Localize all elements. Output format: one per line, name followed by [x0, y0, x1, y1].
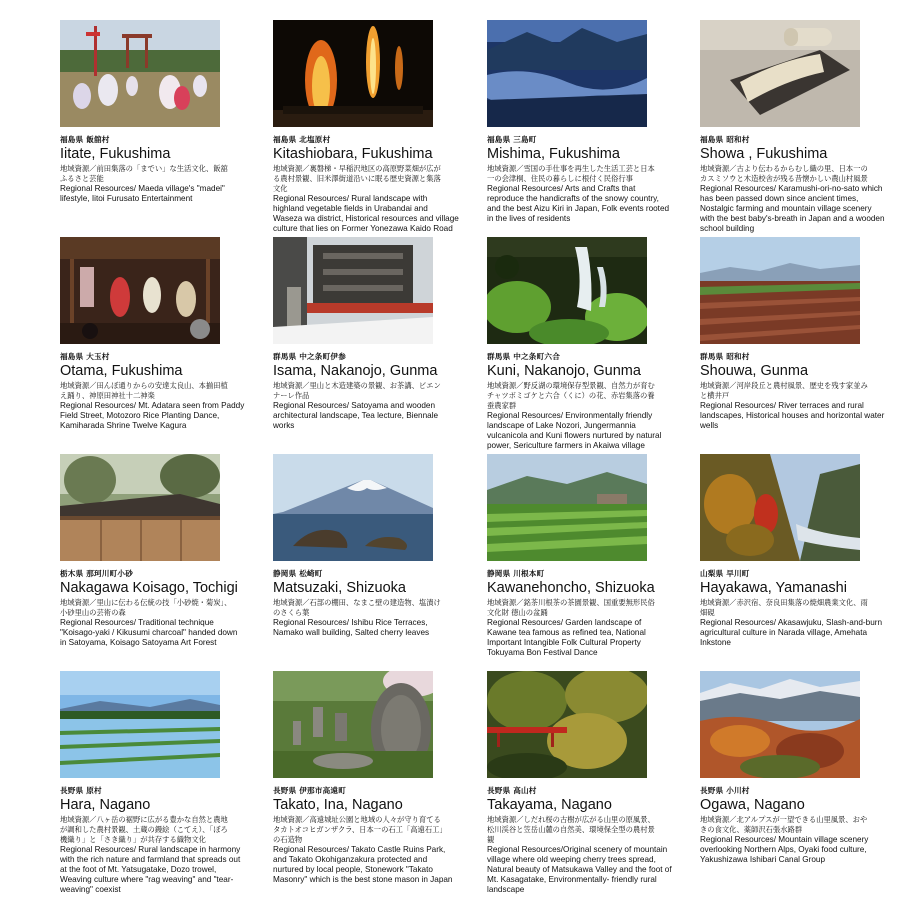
wooden-building-photo — [273, 237, 433, 344]
prefecture-label: 福島県 飯舘村 — [60, 135, 110, 144]
region-title: Hayakawa, Yamanashi — [700, 580, 847, 596]
japanese-description: 地域資源／八ヶ岳の裾野に広がる豊かな自然と農地が調和した農村景観、土蔵の鏝絵（こてえ）、「ぼろ機織り」と「さき織り」が共存する織物文化 — [60, 815, 228, 844]
english-description: Regional Resources/ River terraces and rural landscapes, Historical houses and horizontal water wells — [700, 401, 885, 430]
red-bridge-photo — [487, 671, 647, 778]
region-card-iitate — [60, 20, 246, 204]
english-description: Regional Resources/ Ishibu Rice Terraces, Namako wall building, Salted cherry leaves — [273, 618, 430, 637]
prefecture-label: 群馬県 中之条町伊参 — [273, 352, 346, 361]
region-title: Takato, Ina, Nagano — [273, 797, 403, 813]
region-card-hayakawa — [700, 454, 886, 648]
prefecture-label: 福島県 北塩原村 — [273, 135, 331, 144]
english-description: Regional Resources/ Akasawjuku, Slash-and-burn agricultural culture in Narada village, Amehata Inkstone — [700, 618, 883, 647]
region-card-ogawa — [700, 671, 886, 865]
region-title: Iitate, Fukushima — [60, 146, 171, 162]
prefecture-label: 福島県 大玉村 — [60, 352, 110, 361]
region-card-shouwa-gunma — [700, 237, 886, 431]
region-card-matsuzaki — [273, 454, 459, 638]
japanese-description: 地域資源／雪国の手仕事を再生した生活工芸と日本一の会津桐、住民の暮らしに根付く民俗行事 — [487, 164, 655, 183]
region-title: Matsuzaki, Shizuoka — [273, 580, 406, 596]
prefecture-label: 栃木県 那珂川町小砂 — [60, 569, 133, 578]
woven-cloth-photo — [700, 20, 860, 127]
english-description: Regional Resources/ Mountain village scenery overlooking Northern Alps, Oyaki food culture, Yakushizawa Ishibari Canal Group — [700, 835, 869, 864]
region-title: Hara, Nagano — [60, 797, 151, 813]
region-card-hara — [60, 671, 246, 895]
region-card-takayama — [487, 671, 673, 895]
japanese-description: 地域資源／銘茶川根茶の茶園景観、国重要無形民俗文化財 徳山の盆踊 — [487, 598, 655, 617]
japanese-description: 地域資源／北アルプスが一望できる山里風景、おやきの食文化、薬師沢石張水路群 — [700, 815, 868, 834]
region-card-nakagawa — [60, 454, 246, 648]
kagura-photo — [60, 237, 220, 344]
region-title: Kitashiobara, Fukushima — [273, 146, 433, 162]
english-description: Regional Resources/ Rural landscape in harmony with the rich nature and farmland that spreads out at the foot of Mt. Yatsugatake, Dozo trowel, Weaving culture where "rag weaving" and "tear-weaving" coexist — [60, 845, 241, 894]
japanese-description: 地域資源／古より伝わるからむし織の里、日本一のカスミソウと木造校舎が残る昔懐かしい農山村風景 — [700, 164, 868, 183]
region-title: Otama, Fukushima — [60, 363, 183, 379]
english-description: Regional Resources/ Mt. Adatara seen from Paddy Field Street, Motozoro Rice Planting Dance, Kamiharada Shrine Twelve Kagura — [60, 401, 245, 430]
region-title: Showa , Fukushima — [700, 146, 828, 162]
waterfall-moss-photo — [487, 237, 647, 344]
region-title: Kuni, Nakanojo, Gunma — [487, 363, 641, 379]
festival-photo — [60, 20, 220, 127]
english-description: Regional Resources/ Environmentally friendly landscape of Lake Nozori, Jungermannia vulcanicola and Kuni flowers nurtured by natural power, Sericulture farmers in Akaiwa village — [487, 411, 662, 450]
english-description: Regional Resources/ Satoyama and wooden architectural landscape, Tea lecture, Biennale works — [273, 401, 439, 430]
region-card-kawanehoncho — [487, 454, 673, 658]
japanese-description: 地域資源／田んぼ通りからの安達太良山、本揃田植え踊り、神原田神社十二神楽 — [60, 381, 228, 400]
mt-fuji-sea-photo — [273, 454, 433, 561]
region-title: Takayama, Nagano — [487, 797, 612, 813]
region-title: Shouwa, Gunma — [700, 363, 809, 379]
prefecture-label: 長野県 高山村 — [487, 786, 537, 795]
japanese-description: 地域資源／石部の棚田、なまこ壁の建造物、塩漬けのさくら葉 — [273, 598, 441, 617]
prefecture-label: 長野県 原村 — [60, 786, 102, 795]
bonfire-photo — [273, 20, 433, 127]
region-title: Nakagawa Koisago, Tochigi — [60, 580, 238, 596]
japanese-description: 地域資源／河岸段丘と農村風景、歴史を残す家並みと横井戸 — [700, 381, 868, 400]
english-description: Regional Resources/ Arts and Crafts that reproduce the handicrafts of the snowy country, and the best Aizu Kiri in Japan, Folk events rooted in the lives of residents — [487, 184, 670, 223]
japanese-description: 地域資源／里山と木造建築の景観、お茶講、ビエンナーレ作品 — [273, 381, 441, 400]
region-card-kitashiobara — [273, 20, 459, 234]
japanese-description: 地域資源／裏磐梯・早稲沢地区の高原野菜畑が広がる農村景観、旧米澤街道沿いに眠る歴史資源と集落文化 — [273, 164, 441, 193]
region-card-mishima — [487, 20, 673, 224]
river-valley-photo — [487, 20, 647, 127]
japanese-description: 地域資源／しだれ桜の古樹が広がる山里の原風景、松川渓谷と笠岳山麓の自然美、環境保全型の農村景観 — [487, 815, 655, 844]
tea-plantation-photo — [487, 454, 647, 561]
region-card-showa-fukushima — [700, 20, 886, 234]
prefecture-label: 静岡県 松崎町 — [273, 569, 323, 578]
japanese-description: 地域資源／高遠城址公園と地域の人々が守り育てるタカトオコヒガンザクラ、日本一の石工「高遠石工」の石造物 — [273, 815, 444, 844]
autumn-gorge-photo — [700, 454, 860, 561]
prefecture-label: 福島県 昭和村 — [700, 135, 750, 144]
rice-paddy-photo — [60, 671, 220, 778]
region-card-takato — [273, 671, 459, 885]
english-description: Regional Resources/Original scenery of mountain village where old weeping cherry trees spread, Natural beauty of Matsukawa Valley and the foot of Mt. Kasagatake, Environmentally- friendly rural landscape — [487, 845, 672, 894]
japanese-description: 地域資源／前田集落の「までい」な生活文化、飯舘ふるさと芸能 — [60, 164, 228, 183]
prefecture-label: 静岡県 川根本町 — [487, 569, 545, 578]
prefecture-label: 群馬県 中之条町六合 — [487, 352, 560, 361]
english-description: Regional Resources/ Takato Castle Ruins Park, and Takato Okohiganzakura protected and nurtured by local people, Stonework "Takato Masonry" which is the best stone mason in Japan — [273, 845, 453, 884]
alps-village-photo — [700, 671, 860, 778]
farm-field-photo — [700, 237, 860, 344]
english-description: Regional Resources/ Rural landscape with highland vegetable fields in Urabandai and Waseza wa district, Historical resources and village culture that lies on Former Yonezawa Kaido Road — [273, 194, 459, 233]
charcoal-woodpile-photo — [60, 454, 220, 561]
region-title: Kawanehoncho, Shizuoka — [487, 580, 655, 596]
region-card-kuni — [487, 237, 673, 451]
japanese-description: 地域資源／野反湖の環境保存型景観、自然力が育むチャツボミゴケと六合（くに）の花、赤岩集落の養蚕農家群 — [487, 381, 655, 410]
stone-monument-photo — [273, 671, 433, 778]
japanese-description: 地域資源／赤沢宿、奈良田集落の焼畑農業文化、雨畑硯 — [700, 598, 868, 617]
prefecture-label: 長野県 小川村 — [700, 786, 750, 795]
prefecture-label: 福島県 三島町 — [487, 135, 537, 144]
prefecture-label: 群馬県 昭和村 — [700, 352, 750, 361]
region-card-isama — [273, 237, 459, 431]
english-description: Regional Resources/ Maeda village's "madei" lifestyle, Iitoi Furusato Entertainment — [60, 184, 225, 203]
region-card-otama — [60, 237, 246, 431]
region-title: Mishima, Fukushima — [487, 146, 620, 162]
region-title: Ogawa, Nagano — [700, 797, 805, 813]
prefecture-label: 長野県 伊那市高遠町 — [273, 786, 346, 795]
prefecture-label: 山梨県 早川町 — [700, 569, 750, 578]
japanese-description: 地域資源／里山に伝わる伝統の技「小砂焼・菊炭」、小砂里山の芸術の森 — [60, 598, 232, 617]
english-description: Regional Resources/ Traditional technique "Koisago-yaki / Kikusumi charcoal" handed down in Satoyama, Koisago Satoyama Art Forest — [60, 618, 238, 647]
english-description: Regional Resources/ Karamushi-ori-no-sato which has been passed down since ancient times, Nostalgic farming and mountain village scenery with the best baby's-breath in Japan and a wooden school building — [700, 184, 885, 233]
english-description: Regional Resources/ Garden landscape of Kawane tea famous as refined tea, National Important Intangible Folk Cultural Property Tokuyama Bon Festival Dance — [487, 618, 646, 657]
region-title: Isama, Nakanojo, Gunma — [273, 363, 438, 379]
